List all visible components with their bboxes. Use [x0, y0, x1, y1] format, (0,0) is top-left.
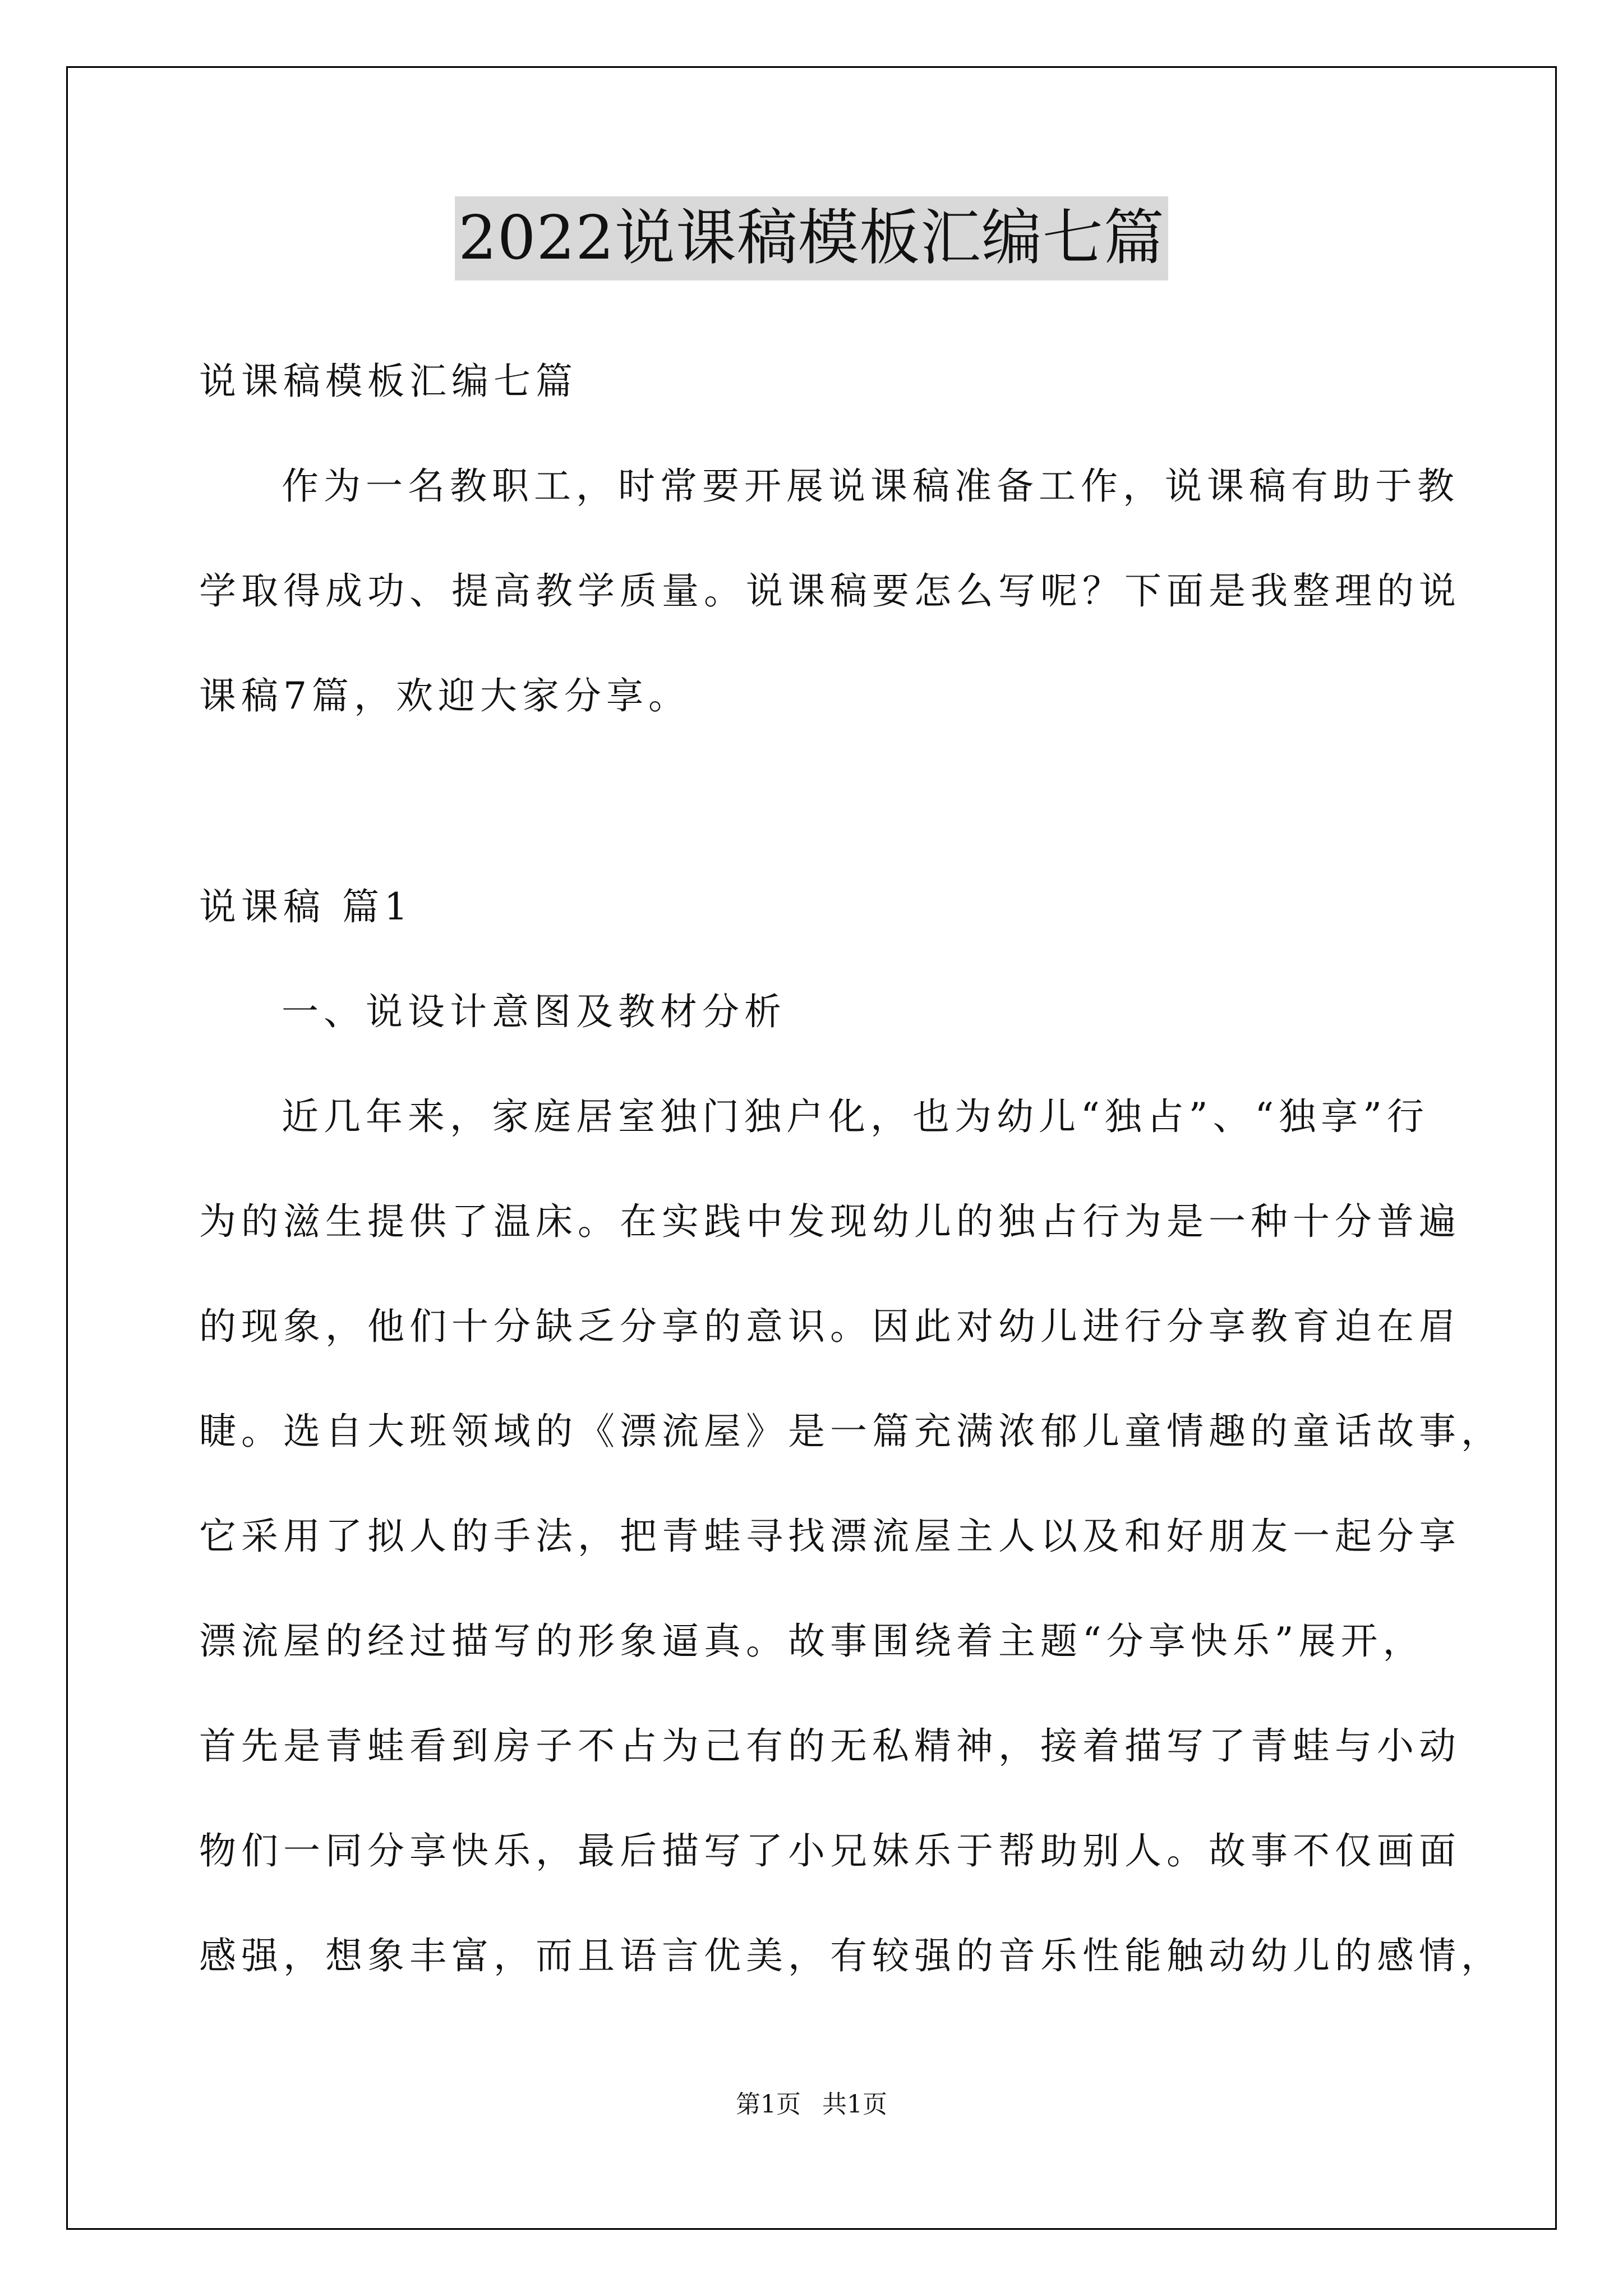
- page-footer: [0, 2088, 1623, 2122]
- intro-line-2: 学取得成功、提高教学质量。说课稿要怎么写呢？下面是我整理的说: [199, 569, 1461, 613]
- intro-line-1: 作为一名教职工，时常要开展说课稿准备工作，说课稿有助于教: [282, 464, 1459, 508]
- body-line-6: 漂流屋的经过描写的形象逼真。故事围绕着主题“分享快乐”展开，: [199, 1619, 1425, 1663]
- body-line-2: 为的滋生提供了温床。在实践中发现幼儿的独占行为是一种十分普遍: [199, 1200, 1461, 1243]
- intro-line-3: 课稿7篇，欢迎大家分享。: [199, 674, 690, 717]
- title-container: [0, 196, 1623, 280]
- body-line-3: 的现象，他们十分缺乏分享的意识。因此对幼儿进行分享教育迫在眉: [199, 1305, 1461, 1348]
- page-number: 第1页: [736, 2090, 801, 2119]
- page-total: 共1页: [822, 2090, 887, 2119]
- document-subtitle: 说课稿模板汇编七篇: [199, 360, 578, 403]
- body-line-4: 睫。选自大班领域的《漂流屋》是一篇充满浓郁儿童情趣的童话故事，: [199, 1410, 1503, 1453]
- body-line-9: 感强，想象丰富，而且语言优美，有较强的音乐性能触动幼儿的感情，: [199, 1934, 1503, 1977]
- body-line-8: 物们一同分享快乐，最后描写了小兄妹乐于帮助别人。故事不仅画面: [199, 1829, 1461, 1872]
- section-heading: 说课稿 篇1: [199, 885, 413, 928]
- document-title: 2022说课稿模板汇编七篇: [455, 196, 1168, 280]
- subsection-heading: 一、说设计意图及教材分析: [282, 990, 786, 1033]
- body-line-7: 首先是青蛙看到房子不占为己有的无私精神，接着描写了青蛙与小动: [199, 1724, 1461, 1768]
- body-line-1: 近几年来，家庭居室独门独户化，也为幼儿“独占”、“独享”行: [282, 1095, 1429, 1138]
- body-line-5: 它采用了拟人的手法，把青蛙寻找漂流屋主人以及和好朋友一起分享: [199, 1515, 1461, 1558]
